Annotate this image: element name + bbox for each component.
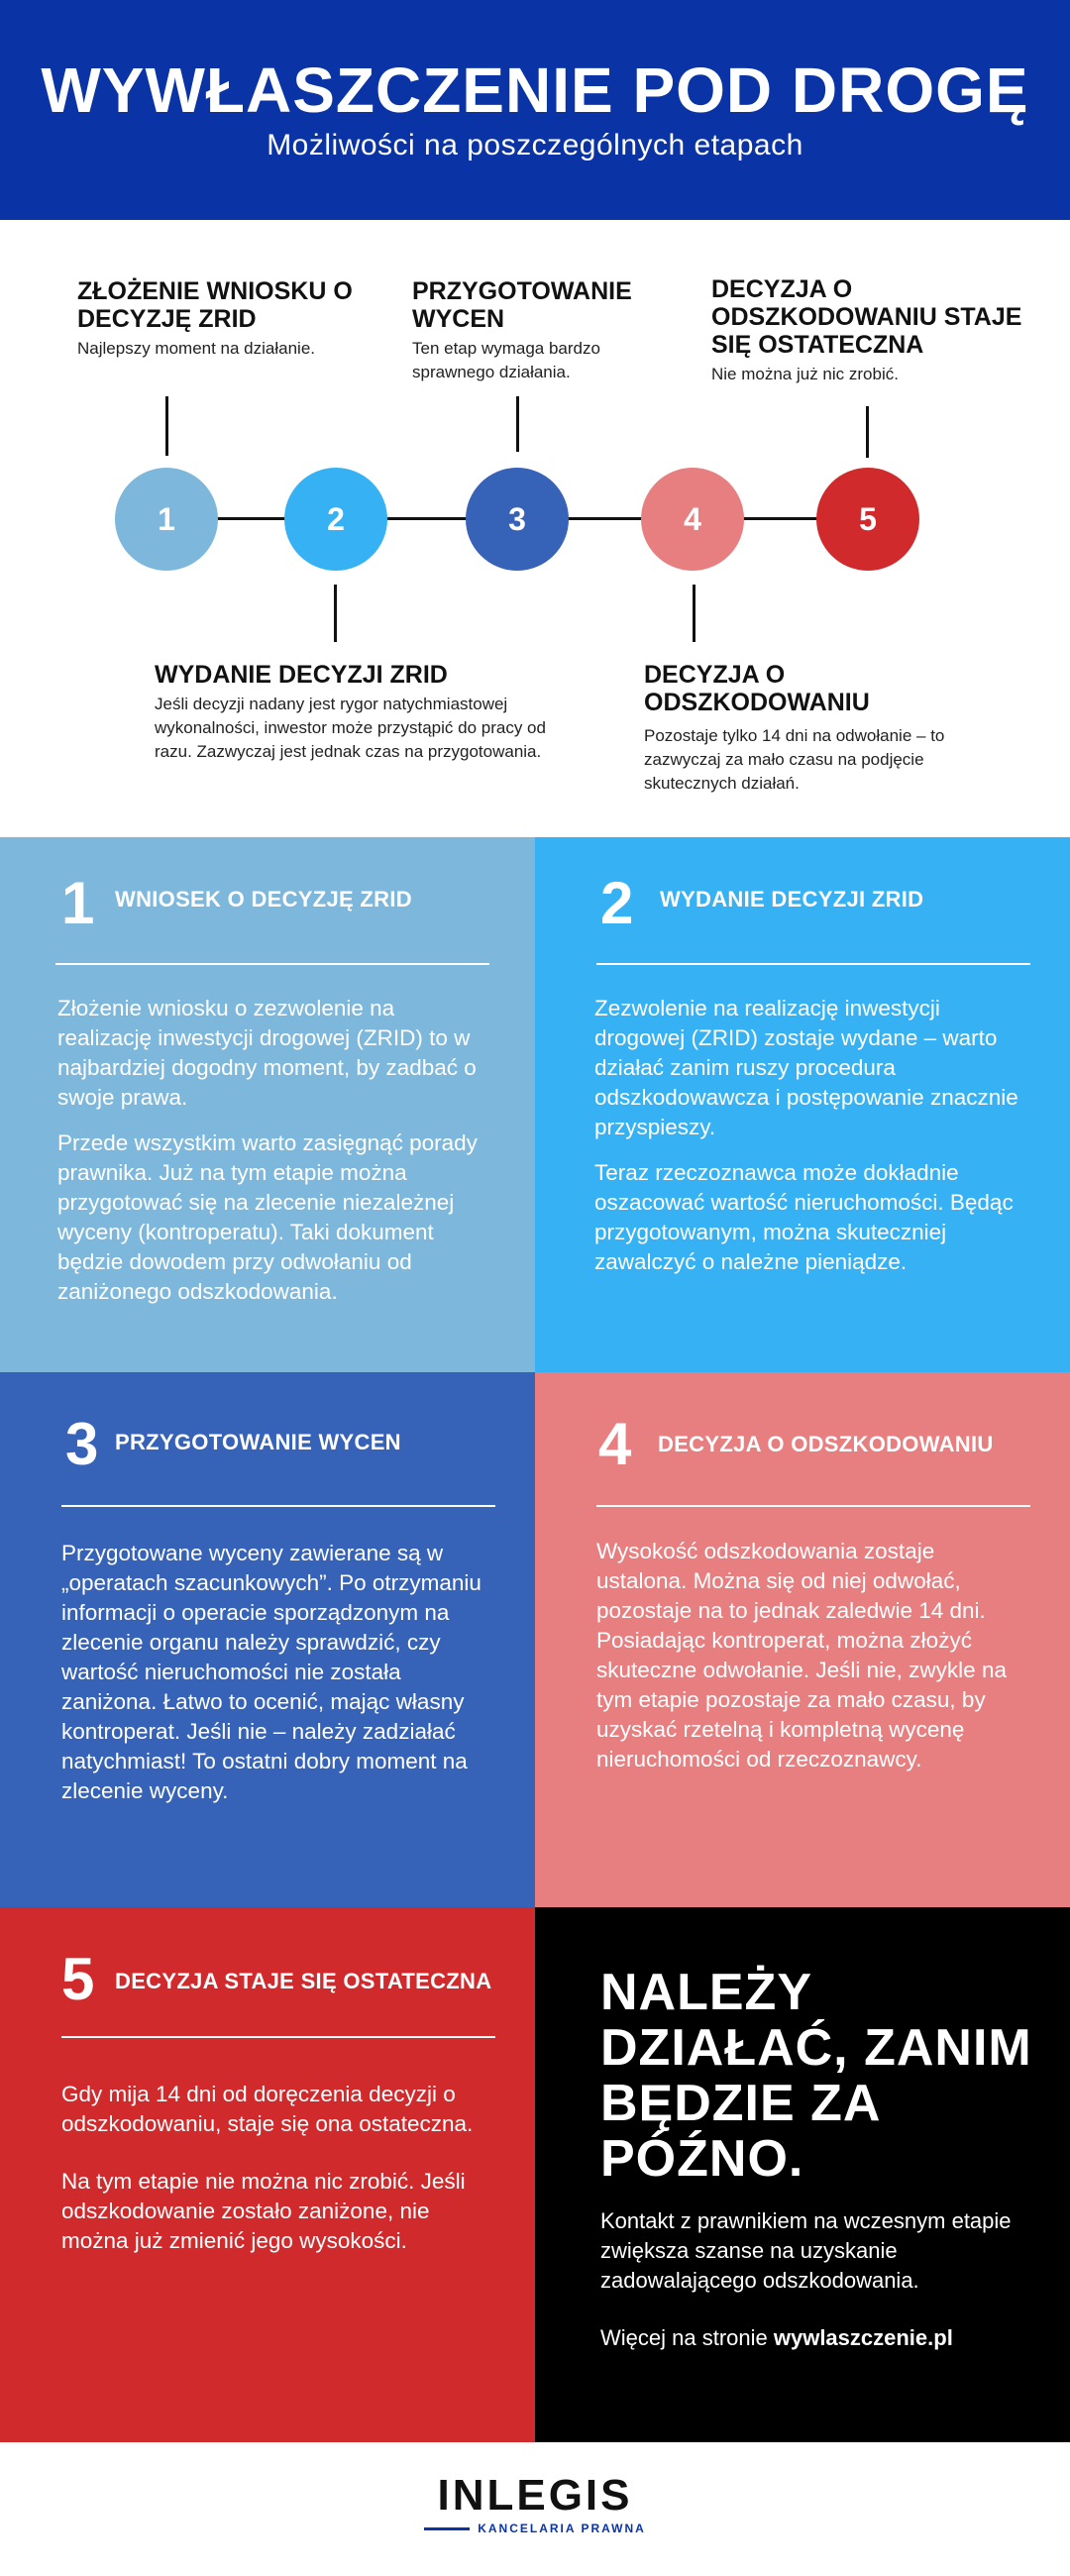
- timeline-title-1: ZŁOŻENIE WNIOSKU O DECYZJĘ ZRID: [77, 277, 353, 333]
- panel-paragraph: Na tym etapie nie można nic zrobić. Jeśli odszkodowanie zostało zaniżone, nie można już zmienić jego wysokości.: [61, 2169, 466, 2253]
- step-number-4: 4: [684, 500, 701, 537]
- panel-divider-1: [55, 963, 489, 965]
- timeline-step-1: [115, 468, 218, 571]
- timeline-title-4: DECYZJA O ODSZKODOWANIU: [644, 661, 870, 716]
- timeline-step-5: [816, 468, 919, 571]
- panel-number-3: 3: [65, 1411, 99, 1477]
- page-subtitle: Możliwości na poszczególnych etapach: [267, 129, 803, 161]
- panel-paragraph: Zezwolenie na realizację inwestycji drogowej (ZRID) zostaje wydane – warto działać zanim ruszy procedura odszkodowawcza i postępowanie znacznie przyspieszy.: [594, 996, 1018, 1139]
- panel-paragraph: Gdy mija 14 dni od doręczenia decyzji o odszkodowaniu, staje się ona ostateczna.: [61, 2082, 474, 2136]
- stage-panel-5: [0, 1907, 535, 2442]
- stage-panel-1: [0, 837, 535, 1372]
- panel-divider-5: [61, 2036, 495, 2038]
- cta-panel: [535, 1907, 1070, 2442]
- timeline-desc-1: Najlepszy moment na działanie.: [77, 339, 316, 358]
- timeline-title-5: DECYZJA O ODSZKODOWANIU STAJE SIĘ OSTATECZNA: [711, 275, 1022, 359]
- panel-number-4: 4: [598, 1411, 632, 1477]
- panel-title-1: WNIOSEK O DECYZJĘ ZRID: [115, 887, 412, 912]
- panel-text-2: [594, 994, 1020, 1293]
- connector-4: [693, 585, 696, 642]
- panel-paragraph: Teraz rzeczoznawca może dokładnie oszacować wartość nieruchomości. Będąc przygotowanym, można skuteczniej zawalczyć o należne pieniądze.: [594, 1160, 1014, 1274]
- panel-text-4: [596, 1537, 1022, 1790]
- logo-accent-bar: [424, 2527, 470, 2530]
- panel-title-2: WYDANIE DECYZJI ZRID: [660, 887, 924, 912]
- panel-paragraph: Wysokość odszkodowania zostaje ustalona. Można się od niej odwołać, pozostaje na to jednak zaledwie 14 dni. Posiadając kontroperat, można złożyć skuteczne odwołanie. Jeśli nie, zwykle na tym etapie pozostaje za mało czasu, by uzyskać rzetelną i kompletną wycenę nieruchomości od rzeczoznawcy.: [596, 1539, 1007, 1771]
- timeline-label-5: [711, 275, 1038, 386]
- step-number-1: 1: [158, 500, 175, 537]
- stage-panel-2: [535, 837, 1070, 1372]
- timeline-label-1: [77, 277, 374, 361]
- panel-paragraph: Przygotowane wyceny zawierane są w „operatach szacunkowych”. Po otrzymaniu informacji o operacie sporządzonym na zlecenie organu należy sprawdzić, czy wartość nieruchomości nie została zaniżona. Łatwo to ocenić, mając własny kontroperat. Jeśli nie – należy zadziałać natychmiast! To ostatni dobry moment na zlecenie wyceny.: [61, 1541, 482, 1803]
- panel-paragraph: Złożenie wniosku o zezwolenie na realizację inwestycji drogowej (ZRID) to w najbardziej dogodny moment, by zadbać o swoje prawa.: [57, 996, 477, 1110]
- timeline-title-2: WYDANIE DECYZJI ZRID: [155, 661, 448, 689]
- logo-name: INLEGIS: [437, 2471, 633, 2520]
- panel-divider-2: [596, 963, 1030, 965]
- step-number-3: 3: [508, 500, 526, 537]
- timeline-step-2: [284, 468, 387, 571]
- timeline-desc-2: Jeśli decyzji nadany jest rygor natychmiastowej wykonalności, inwestor może przystąpić do pracy od razu. Zazwyczaj jest jednak czas na przygotowania.: [155, 695, 546, 761]
- cta-more-info: [600, 2323, 1036, 2353]
- timeline-label-4: [644, 661, 971, 796]
- timeline-label-2: [155, 661, 571, 764]
- panel-divider-4: [596, 1505, 1030, 1507]
- panel-text-5: [61, 2080, 487, 2272]
- panel-text-1: [57, 994, 483, 1323]
- website-link[interactable]: wywlaszczenie.pl: [773, 2325, 953, 2350]
- panel-divider-3: [61, 1505, 495, 1507]
- timeline-title-3: PRZYGOTOWANIE WYCEN: [412, 277, 632, 333]
- connector-1: [165, 396, 168, 456]
- panel-number-5: 5: [61, 1946, 95, 2012]
- panel-title-3: PRZYGOTOWANIE WYCEN: [115, 1430, 401, 1454]
- cta-headline: NALEŻY DZIAŁAĆ, ZANIM BĘDZIE ZA PÓŹNO.: [600, 1964, 1032, 2188]
- panel-number-2: 2: [600, 870, 634, 936]
- header-banner: [0, 0, 1070, 220]
- footer: [0, 2442, 1070, 2576]
- panel-number-1: 1: [61, 870, 95, 936]
- timeline-desc-4: Pozostaje tylko 14 dni na odwołanie – to zazwyczaj za mało czasu na podjęcie skutecznych działań.: [644, 726, 945, 793]
- step-number-2: 2: [327, 500, 345, 537]
- connector-3: [516, 396, 519, 452]
- page-title: WYWŁASZCZENIE POD DROGĘ: [41, 54, 1029, 126]
- timeline-label-3: [412, 277, 680, 384]
- step-number-5: 5: [859, 500, 877, 537]
- panel-text-3: [61, 1539, 497, 1822]
- panel-paragraph: Przede wszystkim warto zasięgnąć porady prawnika. Już na tym etapie można przygotować się na zlecenie niezależnej wyceny (kontroperatu). Taki dokument będzie dowodem przy odwołaniu od zaniżonego odszkodowania.: [57, 1130, 478, 1304]
- panel-title-4: DECYZJA O ODSZKODOWANIU: [658, 1432, 994, 1456]
- timeline-step-3: [466, 468, 569, 571]
- logo-tagline: KANCELARIA PRAWNA: [478, 2522, 646, 2535]
- timeline-desc-5: Nie można już nic zrobić.: [711, 365, 899, 383]
- panel-title-5: DECYZJA STAJE SIĘ OSTATECZNA: [115, 1969, 492, 1993]
- connector-5: [866, 406, 869, 458]
- cta-contact-text: Kontakt z prawnikiem na wczesnym etapie zwiększa szanse na uzyskanie zadowalającego odszkodowania.: [600, 2208, 1012, 2293]
- timeline-step-4: [641, 468, 744, 571]
- stage-panel-3: [0, 1372, 535, 1907]
- cta-more-prefix: Więcej na stronie: [600, 2325, 774, 2350]
- timeline-desc-3: Ten etap wymaga bardzo sprawnego działania.: [412, 339, 600, 381]
- inlegis-logo: [416, 2472, 654, 2535]
- connector-2: [334, 585, 337, 642]
- logo-tagline-row: [416, 2522, 654, 2535]
- stage-panel-4: [535, 1372, 1070, 1907]
